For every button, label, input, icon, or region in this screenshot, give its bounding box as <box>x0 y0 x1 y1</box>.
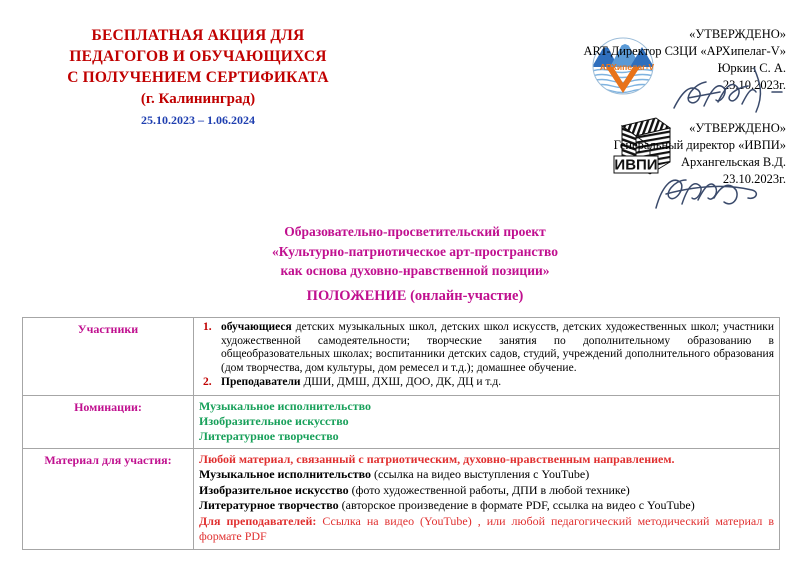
approval-1-label: «УТВЕРЖДЕНО» <box>689 27 786 41</box>
polozhenie-heading: ПОЛОЖЕНИЕ (онлайн-участие) <box>306 288 524 304</box>
materials-teachers-bold: Для преподавателей: <box>199 513 317 528</box>
title-line-2: ПЕДАГОГОВ И ОБУЧАЮЩИХСЯ <box>69 48 327 65</box>
row-body-participants <box>194 318 780 396</box>
material-item <box>199 498 774 514</box>
material-item-1-rest: (ссылка на видео выступления с YouTube) <box>371 467 590 482</box>
document-header <box>0 0 800 205</box>
approval-1-position: ART-Директор СЗЦИ «АРХипелаг-V» <box>583 44 786 58</box>
material-item-2-rest: (фото художественной работы, ДПИ в любой технике) <box>348 482 630 497</box>
row-label-materials: Материал для участия: <box>23 448 194 549</box>
approval-block-1 <box>583 26 786 94</box>
nomination-item: Музыкальное исполнительство <box>199 398 371 413</box>
regulation-table <box>22 317 780 550</box>
row-body-nominations <box>194 395 780 448</box>
table-row-participants <box>23 318 780 396</box>
approval-1-name: Юркин С. А. <box>717 61 786 75</box>
list-item <box>199 321 774 375</box>
list-item <box>199 376 774 390</box>
table-row-nominations <box>23 395 780 448</box>
participants-item-1-text: детских музыкальных школ, детских школ искусств, детских художественных школ; участники художественной самодеятельности; творческие занятия по дополнительному образованию в общеобразовательных школах; воспитанники детских садов, студий, учреждений дополнительного образования (дом творчества, дом культуры, дом ремесел и т.д.); домашнее обучение. <box>221 321 774 374</box>
participants-list <box>199 321 774 390</box>
participants-item-1-lead: обучающиеся <box>221 321 292 333</box>
title-date-range: 25.10.2023 – 1.06.2024 <box>141 113 255 127</box>
approval-2-name: Архангельская В.Д. <box>680 155 786 169</box>
materials-teachers-rest: Ссылка на видео (YouTube) , или любой педагогический методический материал в формате PDF <box>199 513 774 544</box>
row-label-nominations: Номинации: <box>23 395 194 448</box>
archipelag-logo-wordmark: АРХипелаг-V <box>599 62 655 72</box>
material-item-1-bold: Музыкальное исполнительство <box>199 467 371 482</box>
approval-block-2 <box>614 120 786 188</box>
approval-1-date: 23.10.2023г. <box>722 78 786 92</box>
project-title-block <box>150 222 680 281</box>
participants-item-2-lead: Преподаватели <box>221 376 301 389</box>
row-label-participants: Участники <box>23 318 194 396</box>
main-title-block <box>18 25 378 130</box>
table-row-materials <box>23 448 780 549</box>
row-body-materials <box>194 448 780 549</box>
project-line-3: как основа духовно-нравственной позиции» <box>280 263 550 278</box>
material-item-3-rest: (авторское произведение в формате PDF, ссылка на видео с YouTube) <box>338 498 695 513</box>
nomination-item: Изобразительное искусство <box>199 413 349 428</box>
nomination-item: Литературное творчество <box>199 428 339 443</box>
participants-item-2-text: ДШИ, ДМШ, ДХШ, ДОО, ДК, ДЦ и т.д. <box>300 376 502 389</box>
title-city: (г. Калининград) <box>140 91 256 107</box>
project-line-2: «Культурно-патриотическое арт-пространство <box>272 243 558 259</box>
material-item-2-bold: Изобразительное искусство <box>199 482 349 497</box>
project-line-1: Образовательно-просветительский проект <box>284 224 546 239</box>
material-item <box>199 483 774 499</box>
title-line-1: БЕСПЛАТНАЯ АКЦИЯ ДЛЯ <box>91 27 305 44</box>
materials-teachers-note <box>199 514 774 545</box>
approval-2-position: Генеральный директор «ИВПИ» <box>613 138 786 152</box>
approval-2-label: «УТВЕРЖДЕНО» <box>689 121 786 135</box>
title-line-3: С ПОЛУЧЕНИЕМ СЕРТИФИКАТА <box>67 69 329 86</box>
materials-intro: Любой материал, связанный с патриотическим, духовно-нравственным направлением. <box>199 451 675 466</box>
approval-2-date: 23.10.2023г. <box>722 172 786 186</box>
material-item-3-bold: Литературное творчество <box>199 498 339 513</box>
svg-text:ИВПИ: ИВПИ <box>614 156 658 174</box>
material-item <box>199 467 774 483</box>
